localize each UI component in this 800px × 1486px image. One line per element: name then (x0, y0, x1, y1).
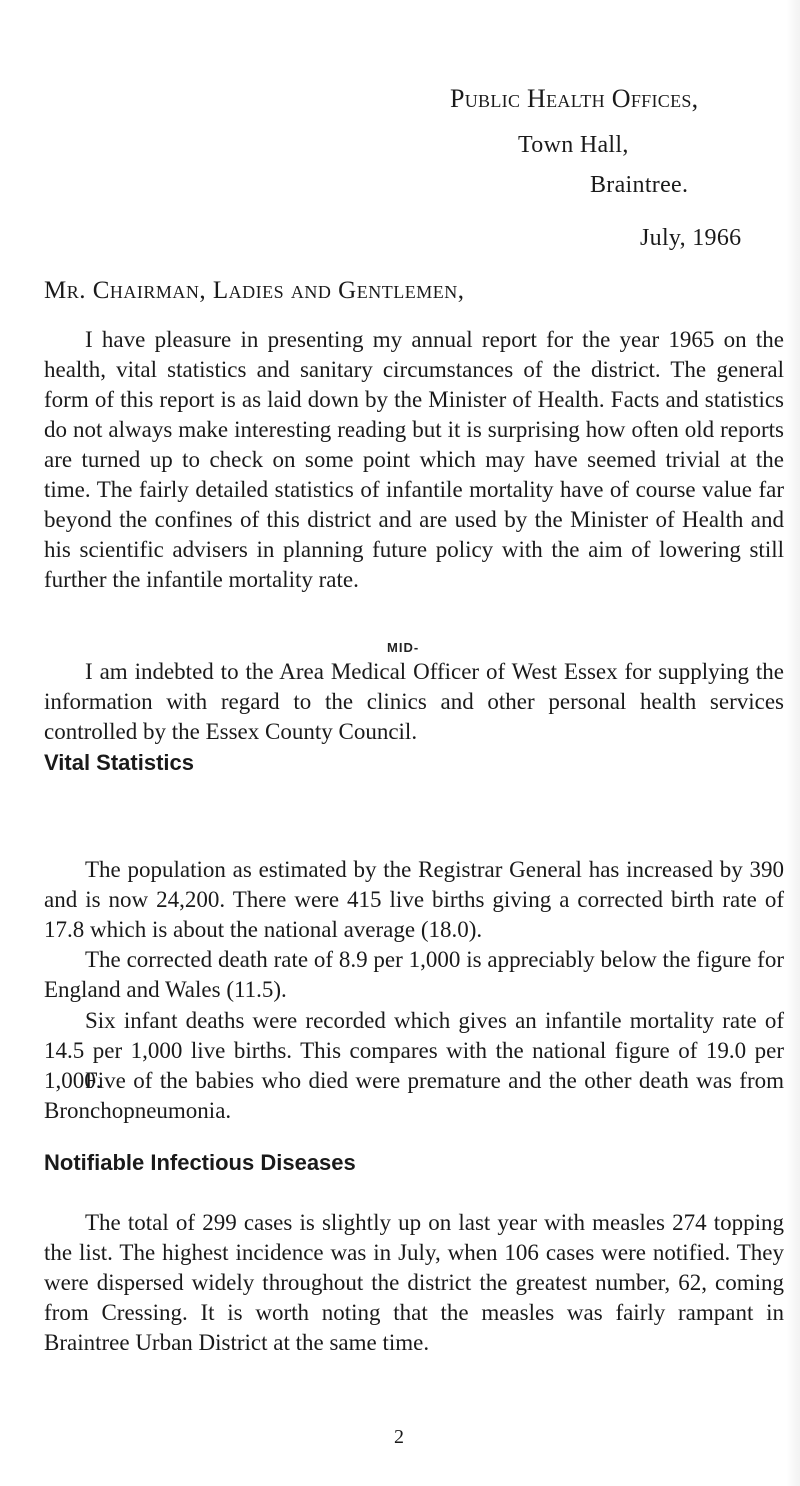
address-office: Public Health Offices, (450, 84, 699, 113)
intro-paragraph-2: I am indebted to the Area Medical Officer of West Essex for supplying the information with regard to the clinics and other personal health services controlled by the Essex County Council. (44, 659, 784, 744)
handwritten-annotation: MID- (387, 640, 420, 655)
vital-paragraph-4: Five of the babies who died were premature and the other death was from Bronchopneumonia. (44, 1068, 784, 1123)
section-heading-infectious-diseases: Notifiable Infectious Diseases (44, 1150, 356, 1175)
report-date: July, 1966 (640, 225, 742, 251)
vital-paragraph-2: The corrected death rate of 8.9 per 1,000 is appreciably below the figure for England and Wales (11.5). (44, 947, 784, 1002)
vital-paragraph-1: The population as estimated by the Registrar General has increased by 390 and is now 24,200. There were 415 live births giving a corrected birth rate of 17.8 which is about the national average (18.0). (44, 857, 784, 942)
intro-paragraph-1: I have pleasure in presenting my annual report for the year 1965 on the health, vital statistics and sanitary circumstances of the district. The general form of this report is as laid down by the Minister of Health. Facts and statistics do not always make interesting reading but it is surprising how often old reports are turned up to check on some point which may have seemed trivial at the time. The fairly detailed statistics of infantile mortality have of course value far beyond the confines of this district and are used by the Minister of Health and his scientific advisers in planning future policy with the aim of lowering still further the infantile mortality rate. (44, 327, 784, 592)
section-heading-vital-statistics: Vital Statistics (44, 750, 194, 775)
salutation: Mr. Chairman, Ladies and Gentlemen, (44, 277, 465, 304)
page-number: 2 (394, 1426, 404, 1448)
address-hall: Town Hall, (518, 132, 629, 158)
address-town: Braintree. (590, 172, 689, 198)
infectious-paragraph-1: The total of 299 cases is slightly up on last year with measles 274 topping the list. The highest incidence was in July, when 106 cases were notified. They were dispersed widely throughout the district the greatest number, 62, coming from Cressing. It is worth noting that the measles was fairly rampant in Braintree Urban District at the same time. (44, 1210, 784, 1355)
vital-paragraph-3: Six infant deaths were recorded which gives an infantile mortality rate of 14.5 per 1,000 live births. This compares with the national figure of 19.0 per 1,000. (44, 1008, 784, 1093)
page-edge-shadow (786, 0, 800, 1486)
